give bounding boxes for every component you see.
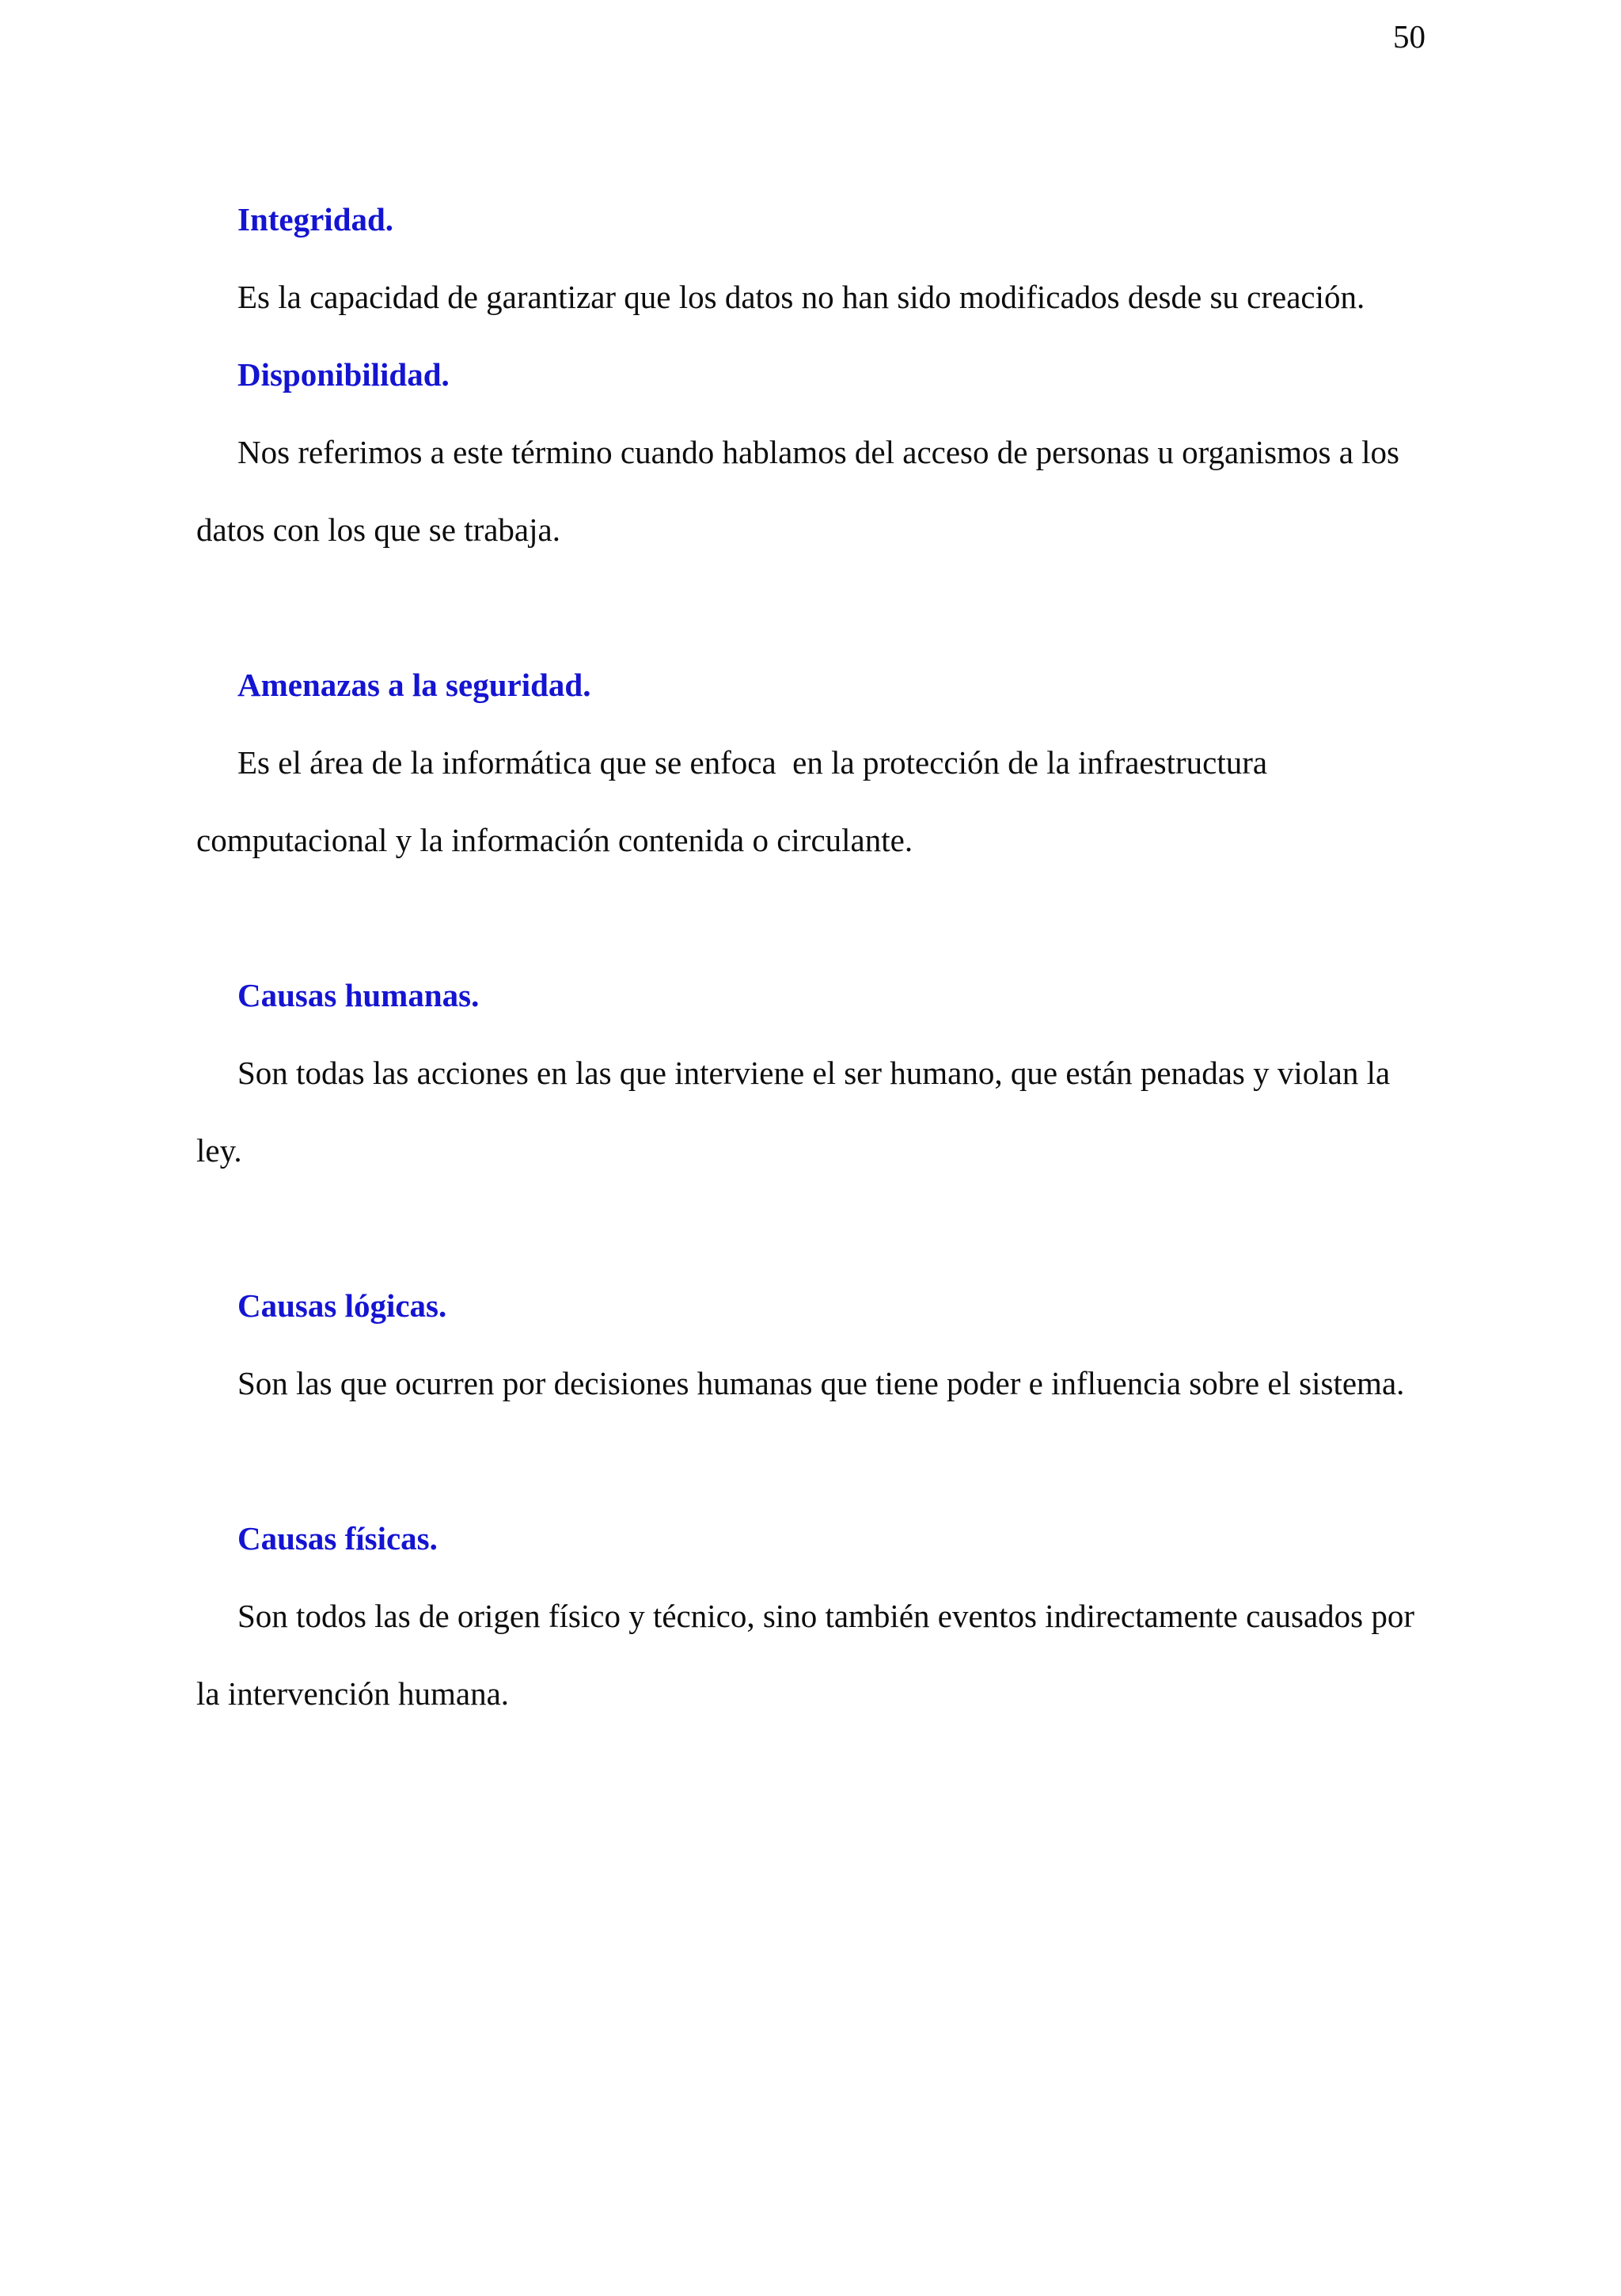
paragraph-line: la intervención humana. (196, 1675, 510, 1712)
paragraph-line: computacional y la información contenida o circulante. (196, 822, 913, 858)
section-heading: Amenazas a la seguridad. (237, 667, 591, 703)
section-integridad (196, 181, 1463, 336)
section-heading: Causas humanas. (237, 977, 480, 1013)
section-amenazas (196, 646, 1463, 879)
paragraph-line: Nos referimos a este término cuando hablamos del acceso de personas u organismos a los (237, 434, 1399, 470)
document-body (196, 181, 1463, 1732)
paragraph-line: datos con los que se trabaja. (196, 511, 560, 548)
section-causas-logicas (196, 1267, 1463, 1422)
paragraph-line: Es el área de la informática que se enfoca en la protección de la infraestructura (237, 744, 1268, 781)
section-disponibilidad (196, 336, 1463, 568)
paragraph-line: Son todas las acciones en las que interviene el ser humano, que están penadas y violan la (237, 1055, 1391, 1091)
paragraph-line: Son las que ocurren por decisiones humanas que tiene poder e influencia sobre el sistema. (237, 1365, 1405, 1401)
section-heading: Causas físicas. (237, 1520, 438, 1557)
paragraph-line: Son todos las de origen físico y técnico, sino también eventos indirectamente causados por (237, 1598, 1415, 1634)
section-causas-humanas (196, 956, 1463, 1189)
section-heading: Causas lógicas. (237, 1287, 447, 1324)
paragraph-line: Es la capacidad de garantizar que los datos no han sido modificados desde su creación. (237, 279, 1365, 315)
section-heading: Integridad. (237, 201, 394, 238)
section-heading: Disponibilidad. (237, 356, 450, 393)
page-number: 50 (1393, 18, 1425, 55)
section-causas-fisicas (196, 1500, 1463, 1732)
paragraph-line: ley. (196, 1132, 242, 1169)
